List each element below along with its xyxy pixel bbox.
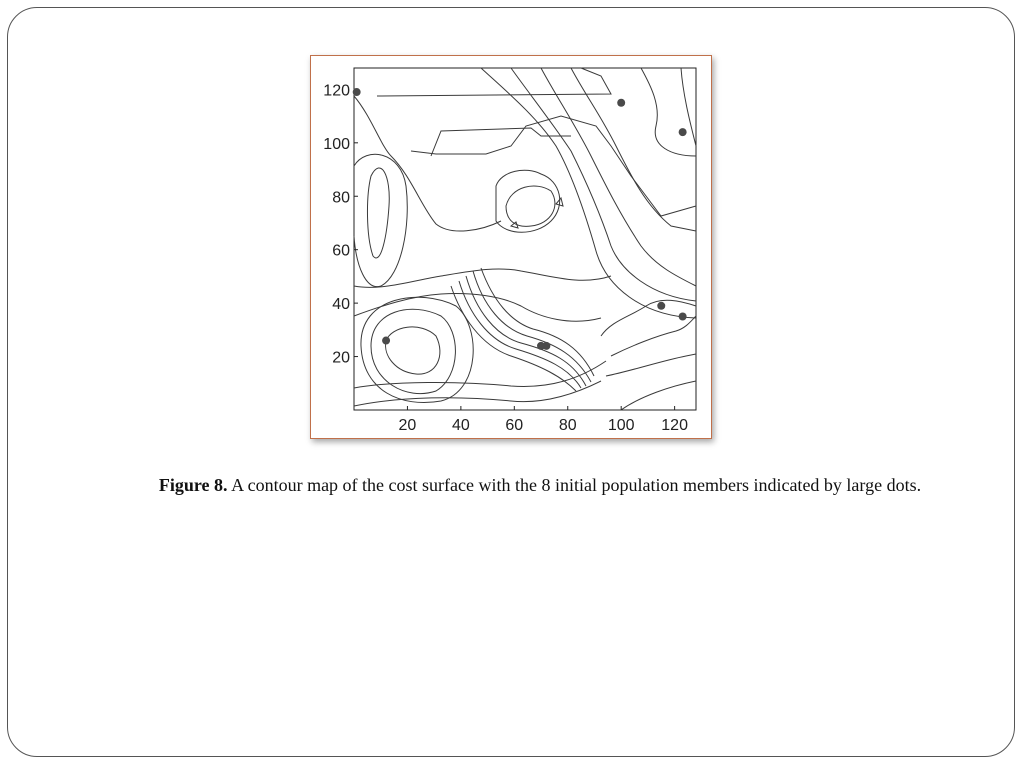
contour-line	[371, 309, 455, 393]
contour-lines	[354, 68, 696, 410]
x-tick-label: 80	[558, 417, 577, 434]
population-dot	[679, 312, 687, 320]
population-dot	[542, 342, 550, 350]
contour-line	[459, 281, 581, 388]
population-dot	[657, 302, 665, 310]
caption-label: Figure 8.	[158, 475, 228, 495]
x-tick-label: 40	[451, 417, 470, 434]
y-tick-label: 60	[332, 242, 350, 260]
contour-line	[451, 286, 576, 391]
contour-line	[386, 327, 440, 374]
contour-line	[354, 96, 501, 231]
contour-line	[466, 276, 586, 386]
population-dots	[353, 88, 687, 350]
contour-line	[511, 222, 518, 228]
x-tick-label: 100	[607, 417, 635, 434]
contour-line	[511, 68, 696, 301]
contour-line	[506, 186, 555, 226]
contour-line	[606, 354, 696, 376]
y-tick-label: 100	[323, 135, 350, 153]
contour-line	[354, 294, 601, 322]
y-tick-label: 40	[332, 296, 350, 314]
contour-line	[496, 170, 560, 232]
caption-text: A contour map of the cost surface with the 8 initial population members indicated by large dots.	[231, 475, 922, 495]
contour-line	[377, 68, 611, 96]
figure-panel	[310, 55, 712, 439]
figure-caption	[110, 472, 970, 499]
x-tick-label: 120	[661, 417, 688, 434]
contour-plot	[311, 56, 713, 440]
contour-line	[431, 128, 571, 156]
population-dot	[353, 88, 361, 96]
contour-line	[367, 168, 389, 258]
x-tick-label: 20	[398, 417, 417, 434]
contour-line	[354, 154, 407, 286]
population-dot	[382, 337, 390, 345]
contour-line	[611, 316, 696, 356]
contour-line	[571, 68, 696, 231]
y-tick-label: 20	[332, 349, 350, 367]
contour-line	[473, 271, 591, 382]
contour-line	[621, 381, 696, 410]
population-dot	[617, 99, 625, 107]
x-tick-label: 60	[505, 417, 524, 434]
population-dot	[679, 128, 687, 136]
plot-area	[354, 68, 696, 410]
y-tick-label: 80	[332, 189, 350, 207]
y-tick-label: 120	[323, 82, 350, 100]
contour-line	[361, 297, 473, 402]
contour-line	[481, 268, 594, 376]
